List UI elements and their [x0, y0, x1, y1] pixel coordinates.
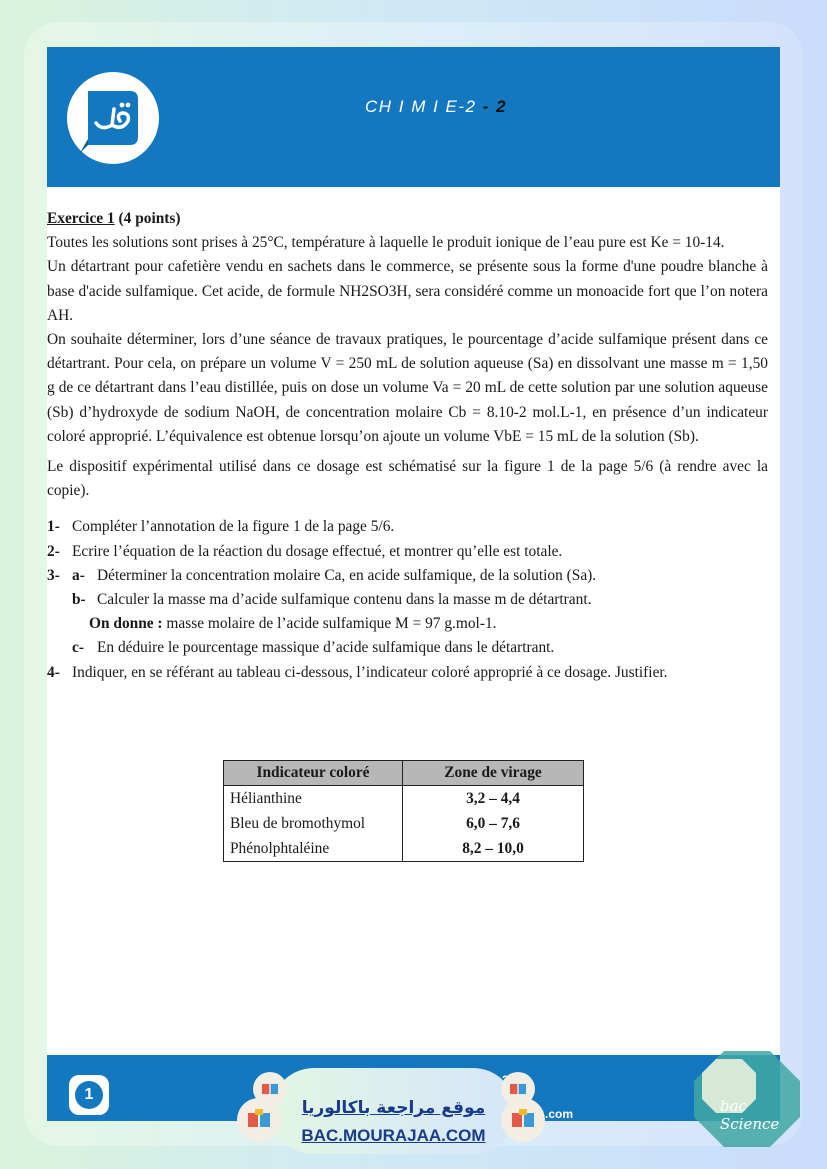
- question-number: 2-: [47, 542, 60, 560]
- page-header: [47, 47, 780, 187]
- subquestion-letter: c-: [72, 639, 84, 657]
- arabic-letter-logo-icon: [78, 83, 148, 153]
- question-2: [47, 540, 768, 564]
- question-3a: [47, 564, 768, 588]
- color-change-range: 3,2 – 4,4: [403, 786, 584, 812]
- indicator-name: Bleu de bromothymol: [224, 811, 403, 836]
- page-number: 1: [75, 1081, 103, 1109]
- question-3c: [47, 636, 768, 660]
- given-data-note: [47, 612, 768, 636]
- table-row: [224, 836, 584, 862]
- document-page: [47, 47, 780, 1121]
- exercise-points: (4 points): [114, 210, 181, 227]
- column-header: Zone de virage: [403, 761, 584, 786]
- indicator-name: Phénolphtaléine: [224, 836, 403, 862]
- bac-brand-label: bac Science: [720, 1097, 780, 1133]
- question-3b: [47, 588, 768, 612]
- watermark-arabic-text[interactable]: موقع مراجعة باكالوريا: [301, 1098, 486, 1118]
- question-text: Calculer la masse ma d’acide sulfamique contenu dans la masse m de détartrant.: [97, 591, 592, 609]
- paragraph-3: On souhaite déterminer, lors d’une séance de travaux pratiques, le pourcentage d’acide sulfamique présent dans ce détartrant. Pour cela, on prépare un volume V = 250 mL de solution aqueuse (Sa) en dissolvant une masse m = 1,50 g de ce détartrant dans l’eau distillée, puis on dose un volume Va = 20 mL de cette solution par une solution aqueuse (Sb) d’hydroxyde de sodium NaOH, de concentration molaire Cb = 8.10-2 mol.L-1, en présence d’un indicateur coloré approprié. L’équivalence est obtenue lorsqu’on ajoute un volume VbE = 15 mL de la solution (Sb).: [47, 331, 768, 445]
- title-text: CH I M I E-2: [365, 97, 477, 116]
- column-header: Indicateur coloré: [224, 761, 403, 786]
- question-1: [47, 515, 768, 539]
- watermark-banner[interactable]: [271, 1068, 516, 1154]
- page-number-badge: [69, 1075, 109, 1115]
- bac-science-logo[interactable]: [686, 1049, 802, 1149]
- book-icon-graphic: [260, 1081, 280, 1097]
- exercise-heading: [47, 207, 768, 231]
- color-change-range: 8,2 – 10,0: [403, 836, 584, 862]
- site-logo[interactable]: [67, 72, 159, 164]
- table-row: [224, 811, 584, 836]
- table-row: [224, 786, 584, 812]
- book-icon-graphic: [246, 1109, 272, 1131]
- question-number: 1-: [47, 518, 60, 536]
- indicator-name: Hélianthine: [224, 786, 403, 812]
- question-text: Compléter l’annotation de la figure 1 de la page 5/6.: [72, 518, 395, 536]
- note-text: masse molaire de l’acide sulfamique M = 97 g.mol-1.: [162, 615, 497, 633]
- paragraph-2: Un détartrant pour cafetière vendu en sachets dans le commerce, se présente sous la forme d'une poudre blanche à base d'acide sulfamique. Cet acide, de formule NH2SO3H, sera considéré comme un monoacide fort que l’on notera AH.: [47, 258, 768, 324]
- question-number: 4-: [47, 663, 60, 681]
- title-suffix: - 2: [476, 97, 508, 116]
- exercise-title: Exercice 1: [47, 210, 115, 227]
- paragraph-1: Toutes les solutions sont prises à 25°C, température à laquelle le produit ionique de l’eau pure est Ke = 10-14.: [47, 234, 725, 252]
- question-number: 3-: [47, 566, 60, 584]
- book-icon-graphic: [508, 1081, 528, 1097]
- question-text: Ecrire l’équation de la réaction du dosage effectué, et montrer qu’elle est totale.: [72, 542, 563, 560]
- note-label: On donne :: [89, 615, 163, 633]
- bac-science-text: [686, 1049, 802, 1149]
- watermark-url-link[interactable]: BAC.MOURAJAA.COM: [301, 1126, 486, 1145]
- footer-domain: .com: [545, 1107, 574, 1121]
- table-header-row: [224, 761, 584, 786]
- subquestion-letter: a-: [72, 566, 85, 584]
- question-4: [47, 661, 768, 685]
- subquestion-letter: b-: [72, 591, 86, 609]
- question-text: Indiquer, en se référant au tableau ci-dessous, l’indicateur coloré approprié à ce dosage. Justifier.: [72, 663, 668, 681]
- page-title: [365, 97, 507, 117]
- exercise-content: [47, 207, 768, 685]
- indicator-table: [223, 760, 584, 862]
- question-text: Déterminer la concentration molaire Ca, en acide sulfamique, de la solution (Sa).: [97, 566, 597, 584]
- paragraph-4: Le dispositif expérimental utilisé dans ce dosage est schématisé sur la figure 1 de la page 5/6 (à rendre avec la copie).: [47, 458, 768, 500]
- color-change-range: 6,0 – 7,6: [403, 811, 584, 836]
- question-text: En déduire le pourcentage massique d’acide sulfamique dans le détartrant.: [97, 639, 555, 657]
